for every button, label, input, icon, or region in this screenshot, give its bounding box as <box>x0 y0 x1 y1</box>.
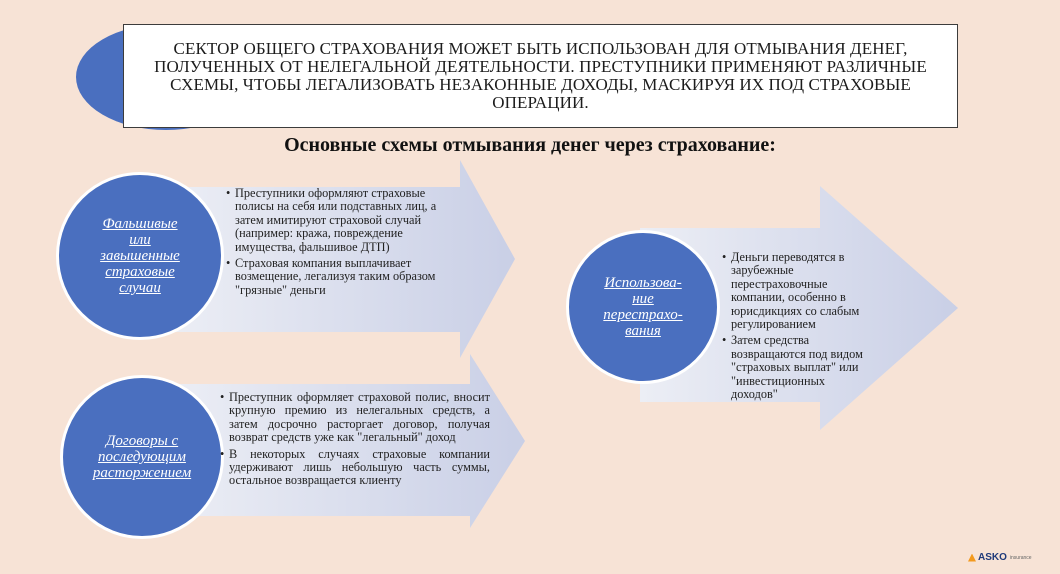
asko-logo <box>968 552 1032 563</box>
list-item: • Преступники оформляют страховые полисы на себя или подставных лиц, а затем имитируют страховой случай (например: кража, повреждение имущества, фальшивое ДТП) <box>226 187 466 254</box>
scheme-1-bullets <box>226 187 466 300</box>
header-text: СЕКТОР ОБЩЕГО СТРАХОВАНИЯ МОЖЕТ БЫТЬ ИСПОЛЬЗОВАН ДЛЯ ОТМЫВАНИЯ ДЕНЕГ, ПОЛУЧЕННЫХ ОТ НЕЛЕГАЛЬНОЙ ДЕЯТЕЛЬНОСТИ. ПРЕСТУПНИКИ ПРИМЕНЯЮТ РАЗЛИЧНЫЕ СХЕМЫ, ЧТОБЫ ЛЕГАЛИЗОВАТЬ НЕЗАКОННЫЕ ДОХОДЫ, МАСКИРУЯ ИХ ПОД СТРАХОВЫЕ ОПЕРАЦИИ. <box>154 39 927 112</box>
list-item: • Затем средства возвращаются под видом "страховых выплат" или "инвестиционных доходов" <box>722 334 864 401</box>
header-box <box>123 24 958 128</box>
scheme-3-bullets <box>722 251 864 404</box>
logo-triangle-icon <box>968 554 976 562</box>
scheme-2-label: Договоры с последующим расторжением <box>92 433 192 481</box>
list-item: • Преступник оформляет страховой полис, вносит крупную премию из нелегальных средств, а затем досрочно расторгает договор, получая возврат средств уже как "легальный" доход <box>220 391 490 445</box>
logo-subtext: insurance <box>1009 554 1032 561</box>
logo-text: ASKO <box>978 552 1007 563</box>
list-item: • Деньги переводятся в зарубежные перестраховочные компании, особенно в юрисдикциях со слабым регулированием <box>722 251 864 331</box>
scheme-2-bullets <box>220 391 490 491</box>
list-item: • В некоторых случаях страховые компании удерживают лишь небольшую часть суммы, остальное возвращается клиенту <box>220 448 490 488</box>
list-item: • Страховая компания выплачивает возмещение, легализуя таким образом "грязные" деньги <box>226 257 466 297</box>
scheme-3-circle <box>566 230 720 384</box>
scheme-1-circle <box>56 172 224 340</box>
scheme-2-circle <box>60 375 224 539</box>
scheme-1-label: Фальшивые или завышенные страховые случаи <box>100 216 180 296</box>
scheme-3-label: Использова-ние перестрахо-вания <box>603 275 683 339</box>
section-title: Основные схемы отмывания денег через страхование: <box>284 134 776 156</box>
